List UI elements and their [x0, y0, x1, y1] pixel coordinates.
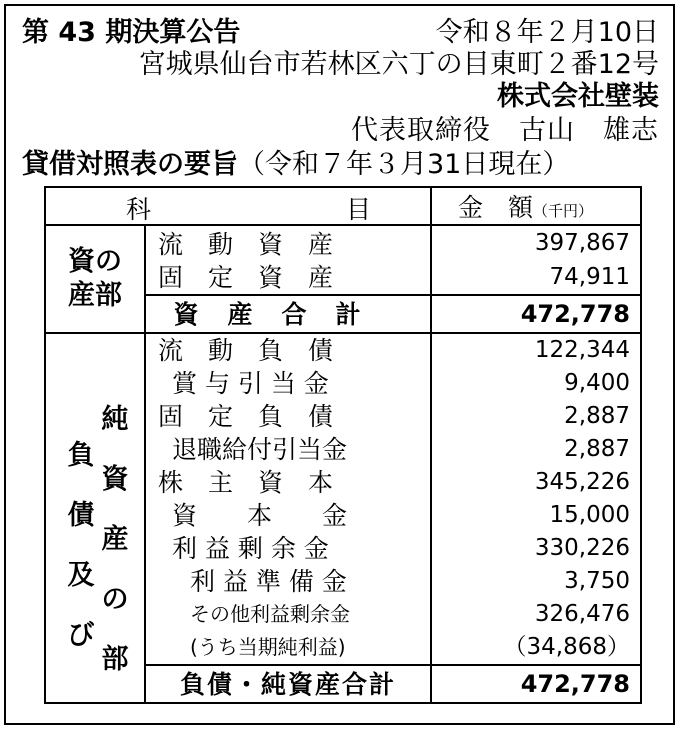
notice-title: 第 43 期決算公告: [22, 17, 241, 48]
label-char: 産: [101, 524, 129, 555]
item-label: (うち当期純利益): [145, 631, 431, 665]
header-item-left: 科: [126, 195, 152, 224]
liabilities-total-label: 負債・純資産合計: [145, 665, 431, 703]
label-col-a: [64, 426, 98, 666]
item-label: 株 主 資 本: [145, 466, 431, 499]
item-label: 流 動 資 産: [145, 225, 431, 261]
label-char: 負: [67, 440, 95, 471]
balance-sheet-title: [22, 150, 569, 180]
item-amount: （34,868）: [431, 631, 641, 665]
notice-date: 令和８年２月10日: [435, 17, 659, 48]
header-item-right: 目: [346, 195, 372, 224]
header-amount-cell: [431, 187, 641, 225]
assets-label-line2: 産部: [68, 280, 122, 311]
company-address: 宮城県仙台市若林区六丁の目東町２番12号: [138, 49, 659, 80]
item-amount: 3,750: [431, 565, 641, 598]
item-amount: 9,400: [431, 367, 641, 400]
assets-section: [45, 225, 641, 333]
item-amount: 74,911: [431, 261, 641, 295]
header-item-cell: [45, 187, 431, 225]
assets-total-label: 資 産 合 計: [145, 295, 431, 333]
table-row: [45, 225, 641, 261]
label-char: の: [101, 584, 129, 615]
balance-sheet-table: [44, 186, 642, 704]
table-row: [45, 333, 641, 367]
liabilities-total-amount: 472,778: [431, 665, 641, 703]
item-label: 賞 与 引 当 金: [145, 367, 431, 400]
item-amount: 345,226: [431, 466, 641, 499]
header-unit: （千円）: [533, 202, 594, 220]
label-char: 純: [101, 404, 129, 435]
label-char: 部: [101, 644, 129, 675]
company-name: 株式会社壁装: [497, 81, 659, 112]
item-label: 退職給付引当金: [145, 433, 431, 466]
representative: 代表取締役 古山 雄志: [351, 115, 659, 146]
item-label: 固 定 資 産: [145, 261, 431, 295]
label-char: 債: [67, 500, 95, 531]
item-amount: 2,887: [431, 433, 641, 466]
item-amount: 326,476: [431, 598, 641, 631]
item-amount: 122,344: [431, 333, 641, 367]
item-label: その他利益剰余金: [145, 598, 431, 631]
item-amount: 2,887: [431, 400, 641, 433]
assets-total-amount: 472,778: [431, 295, 641, 333]
item-amount: 15,000: [431, 499, 641, 532]
liabilities-section-label: [45, 333, 145, 703]
subtitle-period: （令和７年３月31日現在）: [238, 149, 570, 180]
item-label: 流 動 負 債: [145, 333, 431, 367]
item-label: 利 益 剰 余 金: [145, 532, 431, 565]
assets-label-line1: 資の: [68, 246, 122, 277]
table-header-row: [45, 187, 641, 225]
item-label: 固 定 負 債: [145, 400, 431, 433]
item-amount: 330,226: [431, 532, 641, 565]
subtitle-text: 貸借対照表の要旨: [22, 149, 238, 180]
label-char: 資: [101, 464, 129, 495]
header-amount: 金 額: [458, 193, 534, 222]
liabilities-section: [45, 333, 641, 703]
label-char: び: [67, 620, 95, 651]
item-amount: 397,867: [431, 225, 641, 261]
assets-section-label: [45, 225, 145, 333]
item-label: 資 本 金: [145, 499, 431, 532]
item-label: 利 益 準 備 金: [145, 565, 431, 598]
label-col-b: [98, 390, 132, 690]
label-char: 及: [67, 560, 95, 591]
